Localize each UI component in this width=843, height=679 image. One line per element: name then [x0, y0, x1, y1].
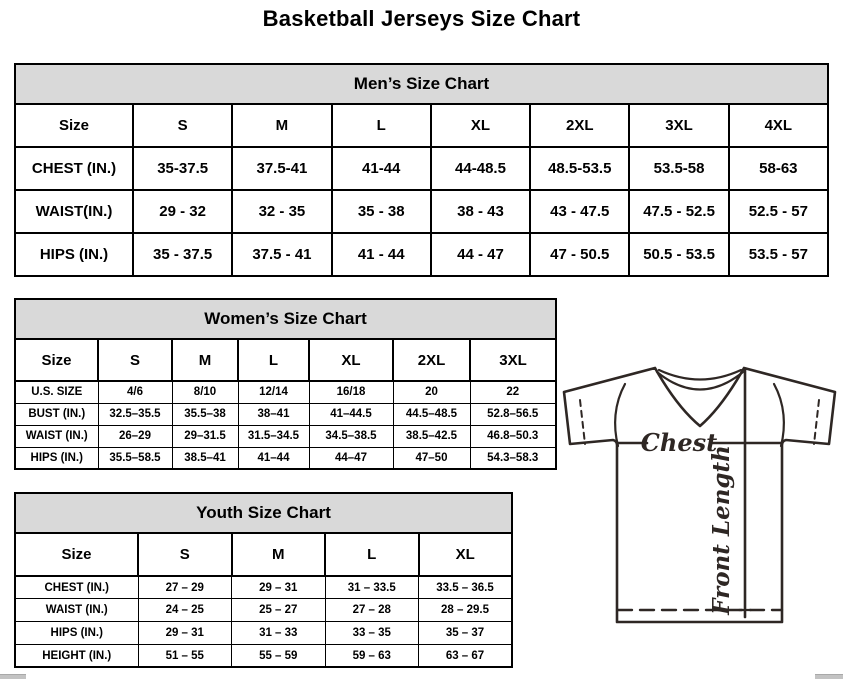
measurement-value-cell: 44-48.5 — [431, 147, 530, 190]
measurement-value-cell: 31.5–34.5 — [238, 425, 309, 447]
measurement-value-cell: 47.5 - 52.5 — [629, 190, 728, 233]
measurement-value-cell: 38.5–42.5 — [393, 425, 470, 447]
measurement-label-cell: BUST (IN.) — [15, 403, 98, 425]
measurement-row — [15, 599, 512, 622]
measurement-value-cell: 35.5–58.5 — [98, 447, 172, 469]
measurement-value-cell: 29 – 31 — [232, 576, 326, 599]
measurement-value-cell: 63 – 67 — [419, 644, 513, 667]
measurement-value-cell: 44–47 — [309, 447, 393, 469]
measurement-value-cell: 54.3–58.3 — [470, 447, 556, 469]
size-header-cell: XL — [419, 533, 513, 576]
horizontal-scrollbar-left-fragment[interactable] — [0, 674, 26, 679]
sleeve-cuff-dash-right — [814, 400, 819, 444]
size-header-cell: 3XL — [470, 339, 556, 381]
measurement-row — [15, 147, 828, 190]
measurement-value-cell: 35 - 38 — [332, 190, 431, 233]
size-header-cell: 3XL — [629, 104, 728, 147]
size-header-cell: Size — [15, 533, 138, 576]
measurement-value-cell: 37.5 - 41 — [232, 233, 331, 276]
measurement-value-cell: 52.5 - 57 — [729, 190, 828, 233]
womens-size-chart — [14, 298, 557, 470]
measurement-value-cell: 46.8–50.3 — [470, 425, 556, 447]
measurement-value-cell: 53.5 - 57 — [729, 233, 828, 276]
size-header-cell: XL — [309, 339, 393, 381]
collar-curve-outer — [659, 370, 741, 380]
measurement-value-cell: 48.5-53.5 — [530, 147, 629, 190]
size-header-cell: M — [232, 533, 326, 576]
page-title: Basketball Jerseys Size Chart — [262, 6, 581, 31]
measurement-value-cell: 35 – 37 — [419, 622, 513, 645]
measurement-value-cell: 32.5–35.5 — [98, 403, 172, 425]
size-header-cell: S — [133, 104, 232, 147]
measurement-value-cell: 26–29 — [98, 425, 172, 447]
measurement-value-cell: 41 - 44 — [332, 233, 431, 276]
measurement-row — [15, 403, 556, 425]
measurement-label-cell: HEIGHT (IN.) — [15, 644, 138, 667]
measurement-row — [15, 233, 828, 276]
measurement-value-cell: 8/10 — [172, 381, 238, 403]
measurement-value-cell: 34.5–38.5 — [309, 425, 393, 447]
armhole-seam-right — [774, 384, 784, 446]
measurement-value-cell: 20 — [393, 381, 470, 403]
measurement-label-cell: WAIST(IN.) — [15, 190, 133, 233]
chest-label: Chest — [640, 428, 718, 457]
measurement-value-cell: 16/18 — [309, 381, 393, 403]
horizontal-scrollbar-right-fragment[interactable] — [815, 674, 843, 679]
measurement-label-cell: U.S. SIZE — [15, 381, 98, 403]
measurement-value-cell: 38 - 43 — [431, 190, 530, 233]
measurement-value-cell: 58-63 — [729, 147, 828, 190]
measurement-value-cell: 32 - 35 — [232, 190, 331, 233]
measurement-value-cell: 29–31.5 — [172, 425, 238, 447]
measurement-value-cell: 35-37.5 — [133, 147, 232, 190]
size-header-cell: M — [172, 339, 238, 381]
size-header-cell: S — [98, 339, 172, 381]
size-header-cell: 4XL — [729, 104, 828, 147]
measurement-value-cell: 4/6 — [98, 381, 172, 403]
measurement-value-cell: 47–50 — [393, 447, 470, 469]
measurement-value-cell: 29 - 32 — [133, 190, 232, 233]
size-header-cell: L — [238, 339, 309, 381]
measurement-value-cell: 50.5 - 53.5 — [629, 233, 728, 276]
measurement-value-cell: 41–44 — [238, 447, 309, 469]
measurement-value-cell: 12/14 — [238, 381, 309, 403]
measurement-value-cell: 38.5–41 — [172, 447, 238, 469]
measurement-value-cell: 41–44.5 — [309, 403, 393, 425]
measurement-value-cell: 35.5–38 — [172, 403, 238, 425]
mens-size-chart — [14, 63, 829, 277]
measurement-value-cell: 24 – 25 — [138, 599, 232, 622]
mens-chart-title: Men’s Size Chart — [14, 63, 829, 103]
measurement-value-cell: 55 – 59 — [232, 644, 326, 667]
measurement-value-cell: 31 – 33 — [232, 622, 326, 645]
measurement-value-cell: 22 — [470, 381, 556, 403]
measurement-row — [15, 381, 556, 403]
mens-size-table — [14, 103, 829, 277]
armhole-seam-left — [615, 384, 625, 446]
measurement-value-cell: 43 - 47.5 — [530, 190, 629, 233]
measurement-row — [15, 190, 828, 233]
jersey-measurement-diagram — [556, 360, 843, 662]
youth-chart-title: Youth Size Chart — [14, 492, 513, 532]
measurement-value-cell: 44 - 47 — [431, 233, 530, 276]
measurement-row — [15, 576, 512, 599]
measurement-row — [15, 425, 556, 447]
measurement-value-cell: 31 – 33.5 — [325, 576, 419, 599]
measurement-value-cell: 27 – 29 — [138, 576, 232, 599]
size-header-row — [15, 533, 512, 576]
measurement-label-cell: CHEST (IN.) — [15, 147, 133, 190]
measurement-label-cell: WAIST (IN.) — [15, 425, 98, 447]
measurement-value-cell: 53.5-58 — [629, 147, 728, 190]
size-header-cell: 2XL — [530, 104, 629, 147]
measurement-value-cell: 33 – 35 — [325, 622, 419, 645]
measurement-value-cell: 35 - 37.5 — [133, 233, 232, 276]
jersey-outline — [564, 368, 835, 622]
measurement-value-cell: 29 – 31 — [138, 622, 232, 645]
size-header-cell: Size — [15, 339, 98, 381]
measurement-row — [15, 644, 512, 667]
measurement-label-cell: HIPS (IN.) — [15, 622, 138, 645]
measurement-row — [15, 622, 512, 645]
measurement-value-cell: 33.5 – 36.5 — [419, 576, 513, 599]
measurement-value-cell: 41-44 — [332, 147, 431, 190]
size-header-cell: Size — [15, 104, 133, 147]
measurement-value-cell: 51 – 55 — [138, 644, 232, 667]
youth-size-table — [14, 532, 513, 668]
measurement-value-cell: 28 – 29.5 — [419, 599, 513, 622]
measurement-value-cell: 27 – 28 — [325, 599, 419, 622]
youth-size-chart — [14, 492, 513, 668]
measurement-row — [15, 447, 556, 469]
size-header-cell: XL — [431, 104, 530, 147]
measurement-value-cell: 25 – 27 — [232, 599, 326, 622]
measurement-value-cell: 47 - 50.5 — [530, 233, 629, 276]
measurement-value-cell: 37.5-41 — [232, 147, 331, 190]
measurement-value-cell: 59 – 63 — [325, 644, 419, 667]
size-header-cell: S — [138, 533, 232, 576]
size-header-cell: L — [332, 104, 431, 147]
size-header-row — [15, 339, 556, 381]
measurement-label-cell: WAIST (IN.) — [15, 599, 138, 622]
size-header-cell: L — [325, 533, 419, 576]
measurement-label-cell: HIPS (IN.) — [15, 447, 98, 469]
measurement-value-cell: 52.8–56.5 — [470, 403, 556, 425]
front-length-label: Front Length — [708, 445, 735, 615]
size-header-cell: M — [232, 104, 331, 147]
measurement-label-cell: HIPS (IN.) — [15, 233, 133, 276]
womens-chart-title: Women’s Size Chart — [14, 298, 557, 338]
sleeve-cuff-dash-left — [580, 400, 585, 444]
womens-size-table — [14, 338, 557, 470]
size-header-row — [15, 104, 828, 147]
size-header-cell: 2XL — [393, 339, 470, 381]
measurement-label-cell: CHEST (IN.) — [15, 576, 138, 599]
measurement-value-cell: 38–41 — [238, 403, 309, 425]
measurement-value-cell: 44.5–48.5 — [393, 403, 470, 425]
